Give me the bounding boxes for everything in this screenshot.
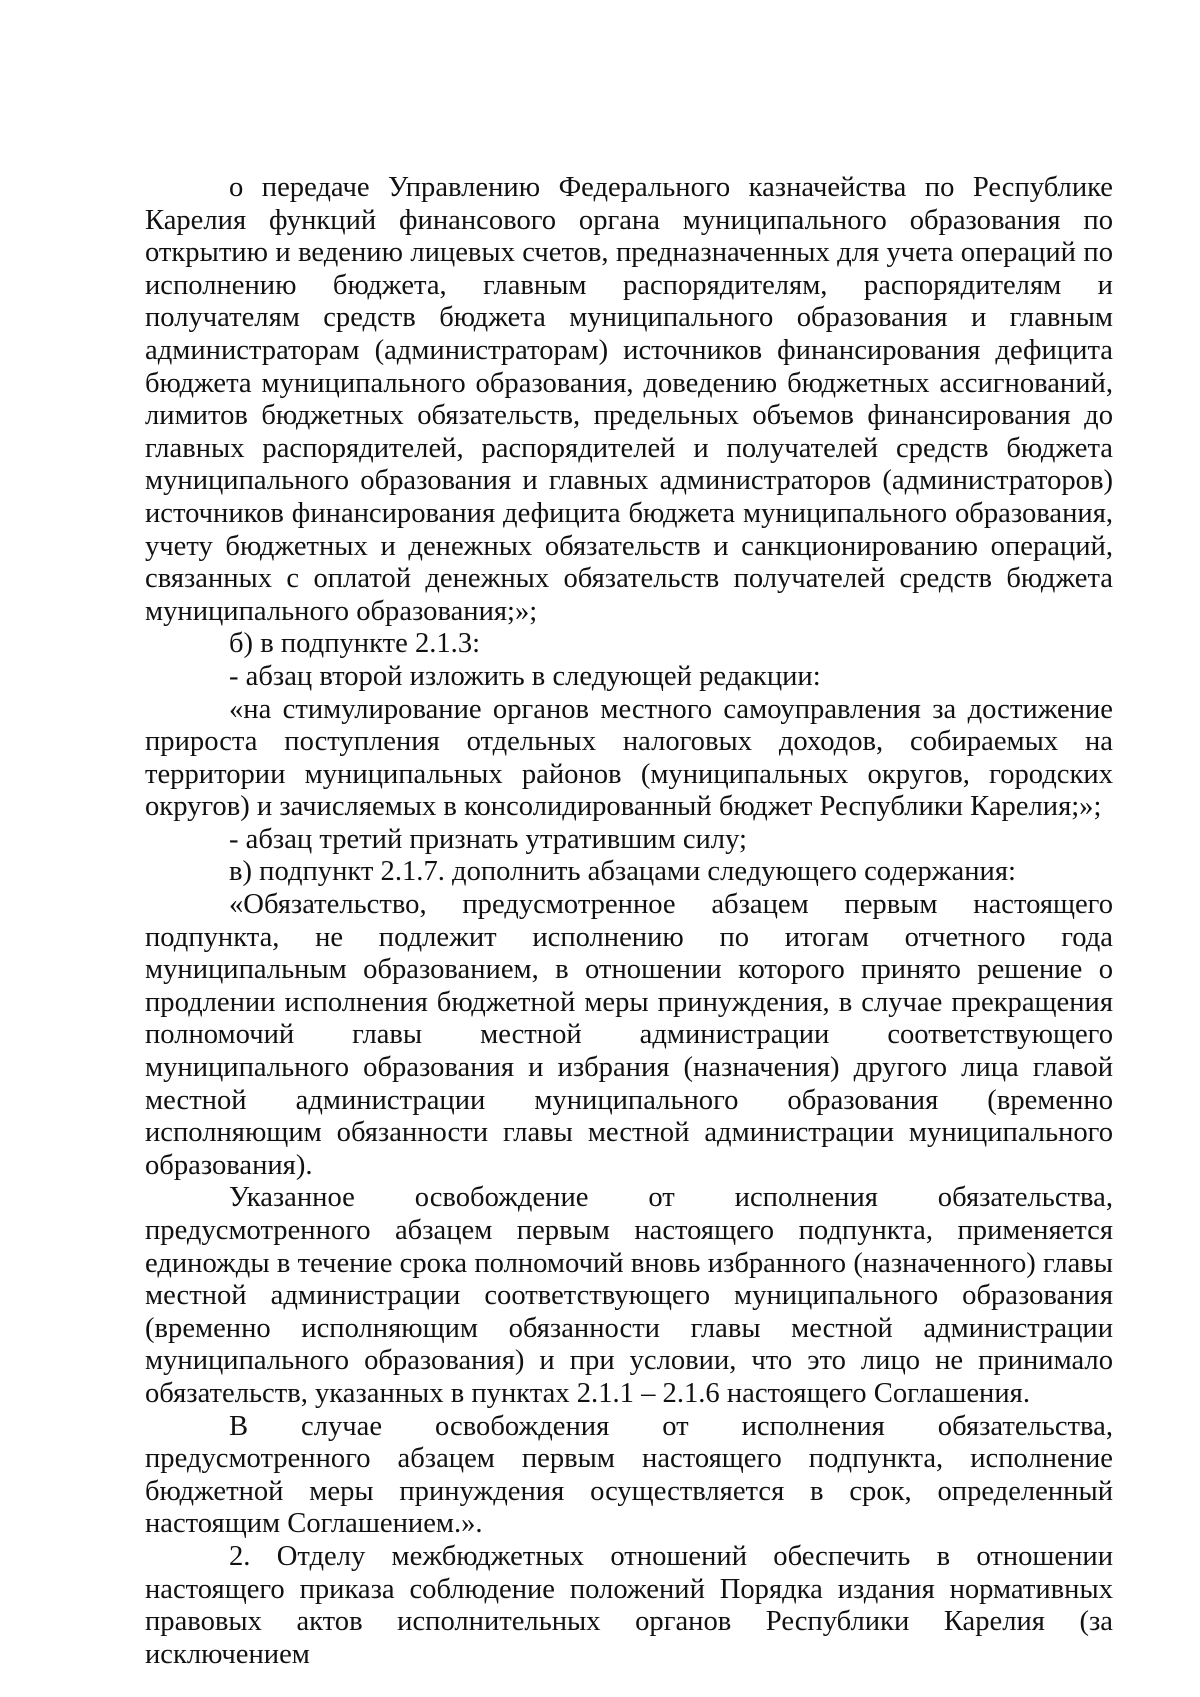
paragraph-second-indent-edit: - абзац второй изложить в следующей редакции:: [229, 660, 821, 692]
paragraph-subpoint-b: б) в подпункте 2.1.3:: [229, 628, 481, 660]
paragraph-obligation: «Обязательство, предусмотренное абзацем первым настоящего подпункта, не подлежит исполнению по итогам отчетного года муниципальным образованием, в отношении которого принято решение о продлении исполнения бюджетной меры принуждения, в случае прекращения полномочий главы местной администрации соответствующего муниципального образования и избрания (назначения) другого лица главой местной администрации муниципального образования (временно исполняющим обязанности главы местной администрации муниципального образования).: [145, 889, 1113, 1181]
paragraph-federal-treasury-functions: о передаче Управлению Федерального казначейства по Республике Карелия функций финансового органа муниципального образования по открытию и ведению лицевых счетов, предназначенных для учета операций по исполнению бюджета, главным распорядителям, распорядителям и получателям средств бюджета муниципального образования и главным администраторам (администраторам) источников финансирования дефицита бюджета муниципального образования, доведению бюджетных ассигнований, лимитов бюджетных обязательств, предельных объемов финансирования до главных распорядителей, распорядителей и получателей средств бюджета муниципального образования и главных администраторов (администраторов) источников финансирования дефицита бюджета муниципального образования, учету бюджетных и денежных обязательств и санкционированию операций, связанных с оплатой денежных обязательств получателей средств бюджета муниципального образования;»;: [145, 172, 1113, 627]
paragraph-stimulation-text: «на стимулирование органов местного самоуправления за достижение прироста поступления отдельных налоговых доходов, собираемых на территории муниципальных районов (муниципальных округов, городских округов) и зачисляемых в консолидированный бюджет Республики Карелия;»;: [145, 693, 1113, 823]
paragraph-point-2: 2. Отделу межбюджетных отношений обеспечить в отношении настоящего приказа соблюдение положений Порядка издания нормативных правовых актов исполнительных органов Республики Карелия (за исключением: [145, 1540, 1113, 1670]
paragraph-third-indent-void: - абзац третий признать утратившим силу;: [229, 823, 747, 855]
paragraph-exemption: Указанное освобождение от исполнения обязательства, предусмотренного абзацем первым настоящего подпункта, применяется единожды в течение срока полномочий вновь избранного (назначенного) главы местной администрации соответствующего муниципального образования (временно исполняющим обязанности главы местной администрации муниципального образования) и при условии, что это лицо не принимало обязательств, указанных в пунктах 2.1.1 – 2.1.6 настоящего Соглашения.: [145, 1182, 1113, 1409]
paragraph-subpoint-v: в) подпункт 2.1.7. дополнить абзацами следующего содержания:: [229, 856, 1016, 888]
document-page: [145, 172, 1113, 1671]
paragraph-exemption-case: В случае освобождения от исполнения обязательства, предусмотренного абзацем первым настоящего подпункта, исполнение бюджетной меры принуждения осуществляется в срок, определенный настоящим Соглашением.».: [145, 1410, 1113, 1540]
